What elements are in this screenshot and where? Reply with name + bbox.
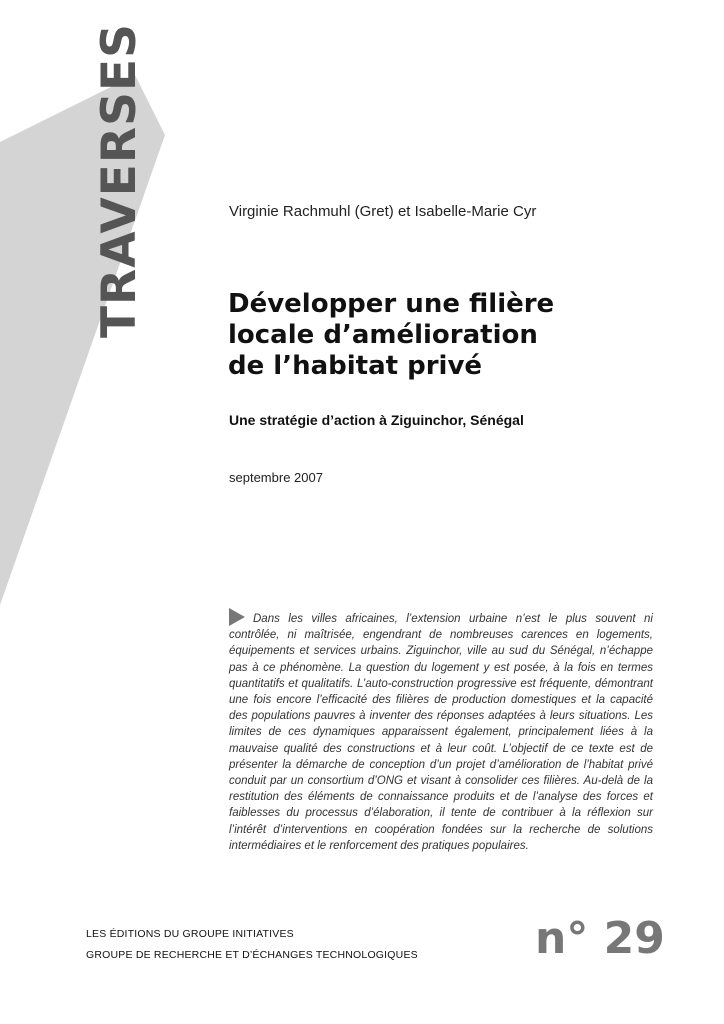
- publication-date: septembre 2007: [229, 470, 323, 485]
- document-subtitle: Une stratégie d’action à Ziguinchor, Sénégal: [229, 412, 524, 428]
- series-name: TRAVERSES: [92, 23, 147, 338]
- title-line-2: locale d’amélioration: [228, 320, 538, 350]
- abstract: [229, 608, 653, 854]
- abstract-text: Dans les villes africaines, l’extension urbaine n’est le plus souvent ni contrôlée, ni maîtrisée, engendrant de nombreuses carences en logements, équipements et services urbains. Ziguinchor, ville au sud du Sénégal, n’échappe pas à ce phénomène. La question du logement y est posée, à la fois en termes quantitatifs et qualitatifs. L’auto-construction progressive est fréquente, démontrant une fois encore l’efficacité des filières de production domestiques et la capacité des populations pauvres à inventer des réponses adaptées à leurs situations. Les limites de ces dynamiques apparaissent également, principalement liées à la mauvaise qualité des constructions et à leur coût. L’objectif de ce texte est de présenter la démarche de conception d’un projet d’amélioration de l’habitat privé conduit par un consortium d’ONG et visant à consolider ces filières. Au-delà de la restitution des éléments de connaissance produits et de l’analyse des forces et faiblesses du processus d’élaboration, il tente de contribuer à la réflexion sur l’intérêt d’interventions en coopération fondées sur la recherche de solutions intermédiaires et le renforcement des pratiques populaires.: [229, 613, 653, 852]
- title-line-3: de l’habitat privé: [228, 351, 483, 381]
- publisher-line-2: GROUPE DE RECHERCHE ET D’ÉCHANGES TECHNOLOGIQUES: [86, 949, 418, 961]
- issue-number: n° 29: [535, 913, 665, 964]
- document-title: [228, 289, 668, 382]
- publisher-block: [86, 924, 418, 966]
- play-triangle-icon: [229, 608, 245, 626]
- publisher-line-1: LES ÉDITIONS DU GROUPE INITIATIVES: [86, 928, 294, 940]
- title-line-1: Développer une filière: [228, 289, 555, 319]
- authors: Virginie Rachmuhl (Gret) et Isabelle-Marie Cyr: [229, 203, 537, 220]
